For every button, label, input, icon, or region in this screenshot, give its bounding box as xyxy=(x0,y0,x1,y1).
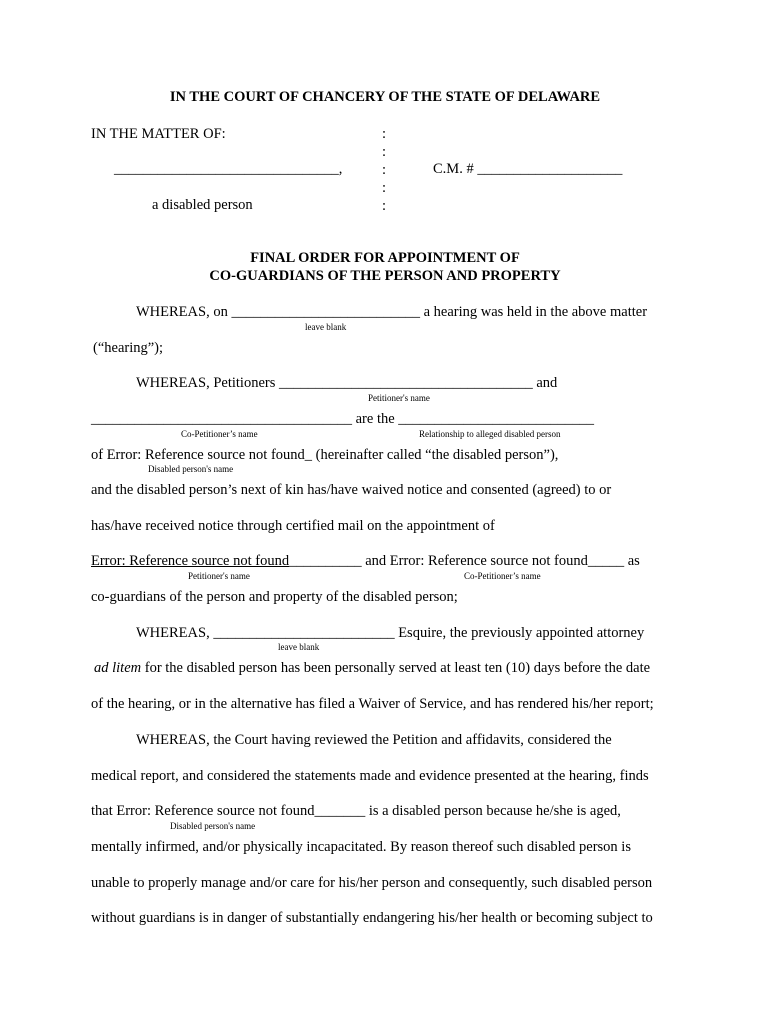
waiver-line: of the hearing, or in the alternative has filed a Waiver of Service, and has rendered his/her report; xyxy=(91,696,654,712)
order-title-line2: CO-GUARDIANS OF THE PERSON AND PROPERTY xyxy=(209,268,561,284)
matter-label: IN THE MATTER OF: xyxy=(91,126,226,142)
hint-co-petitioner-name: Co-Petitioner’s name xyxy=(464,571,541,581)
disabled-person-label: a disabled person xyxy=(152,197,253,213)
hint-co-petitioner-name: Co-Petitioner’s name xyxy=(181,429,258,439)
whereas-attorney: WHEREAS, _________________________ Esquire, the previously appointed attorney xyxy=(136,625,645,641)
ad-litem-term: ad litem xyxy=(94,660,142,676)
whereas-petitioners: WHEREAS, Petitioners ___________________________________ and xyxy=(136,375,558,391)
hint-petitioner-name: Petitioner's name xyxy=(368,393,430,403)
name-blank: _______________________________, xyxy=(114,161,343,177)
hint-disabled-person-name: Disabled person's name xyxy=(148,464,234,474)
order-title-line1: FINAL ORDER FOR APPOINTMENT OF xyxy=(250,250,520,266)
caption-colon: : xyxy=(382,144,387,160)
caption-colon: : xyxy=(382,162,387,178)
co-guardian-names-line xyxy=(91,553,640,570)
hint-disabled-person-name: Disabled person's name xyxy=(170,821,256,831)
caption-colon: : xyxy=(382,180,387,196)
hint-relationship: Relationship to alleged disabled person xyxy=(419,429,561,439)
whereas-court-review: WHEREAS, the Court having reviewed the Petition and affidavits, considered the xyxy=(136,732,612,748)
notice-line: has/have received notice through certified mail on the appointment of xyxy=(91,518,495,534)
reference-error-co-petitioner: __________ and Error: Reference source not found_____ as xyxy=(289,553,640,569)
hint-petitioner-name: Petitioner's name xyxy=(188,571,250,581)
medical-report-line: medical report, and considered the statements made and evidence presented at the hearing, finds xyxy=(91,768,649,784)
disabled-person-ref: of Error: Reference source not found_ (hereinafter called “the disabled person”), xyxy=(91,447,559,463)
infirmity-line: mentally infirmed, and/or physically incapacitated. By reason thereof such disabled person is xyxy=(91,839,631,855)
hint-leave-blank: leave blank xyxy=(278,642,320,652)
caption-colon: : xyxy=(382,198,387,214)
case-number-field: C.M. # ____________________ xyxy=(433,161,623,177)
hint-leave-blank: leave blank xyxy=(305,322,347,332)
danger-line: without guardians is in danger of substantially endangering his/her health or becoming subject to xyxy=(91,910,653,926)
whereas-hearing: WHEREAS, on __________________________ a hearing was held in the above matter xyxy=(136,304,648,320)
ad-litem-text: for the disabled person has been personally served at least ten (10) days before the date xyxy=(141,660,651,676)
court-title: IN THE COURT OF CHANCERY OF THE STATE OF DELAWARE xyxy=(169,89,601,105)
co-guardians-line: co-guardians of the person and property of the disabled person; xyxy=(91,589,458,605)
hearing-definition: (“hearing”); xyxy=(93,340,164,356)
caption-colon: : xyxy=(382,126,387,142)
ad-litem-line xyxy=(94,660,650,677)
co-petitioner-line: ____________________________________ are the ___________________________ xyxy=(91,411,595,427)
next-of-kin-line: and the disabled person’s next of kin has/have waived notice and consented (agreed) to or xyxy=(91,482,612,498)
finding-line: that Error: Reference source not found_______ is a disabled person because he/she is aged, xyxy=(91,803,621,819)
manage-care-line: unable to properly manage and/or care for his/her person and consequently, such disabled person xyxy=(91,875,653,891)
reference-error-petitioner: Error: Reference source not found xyxy=(91,553,290,569)
